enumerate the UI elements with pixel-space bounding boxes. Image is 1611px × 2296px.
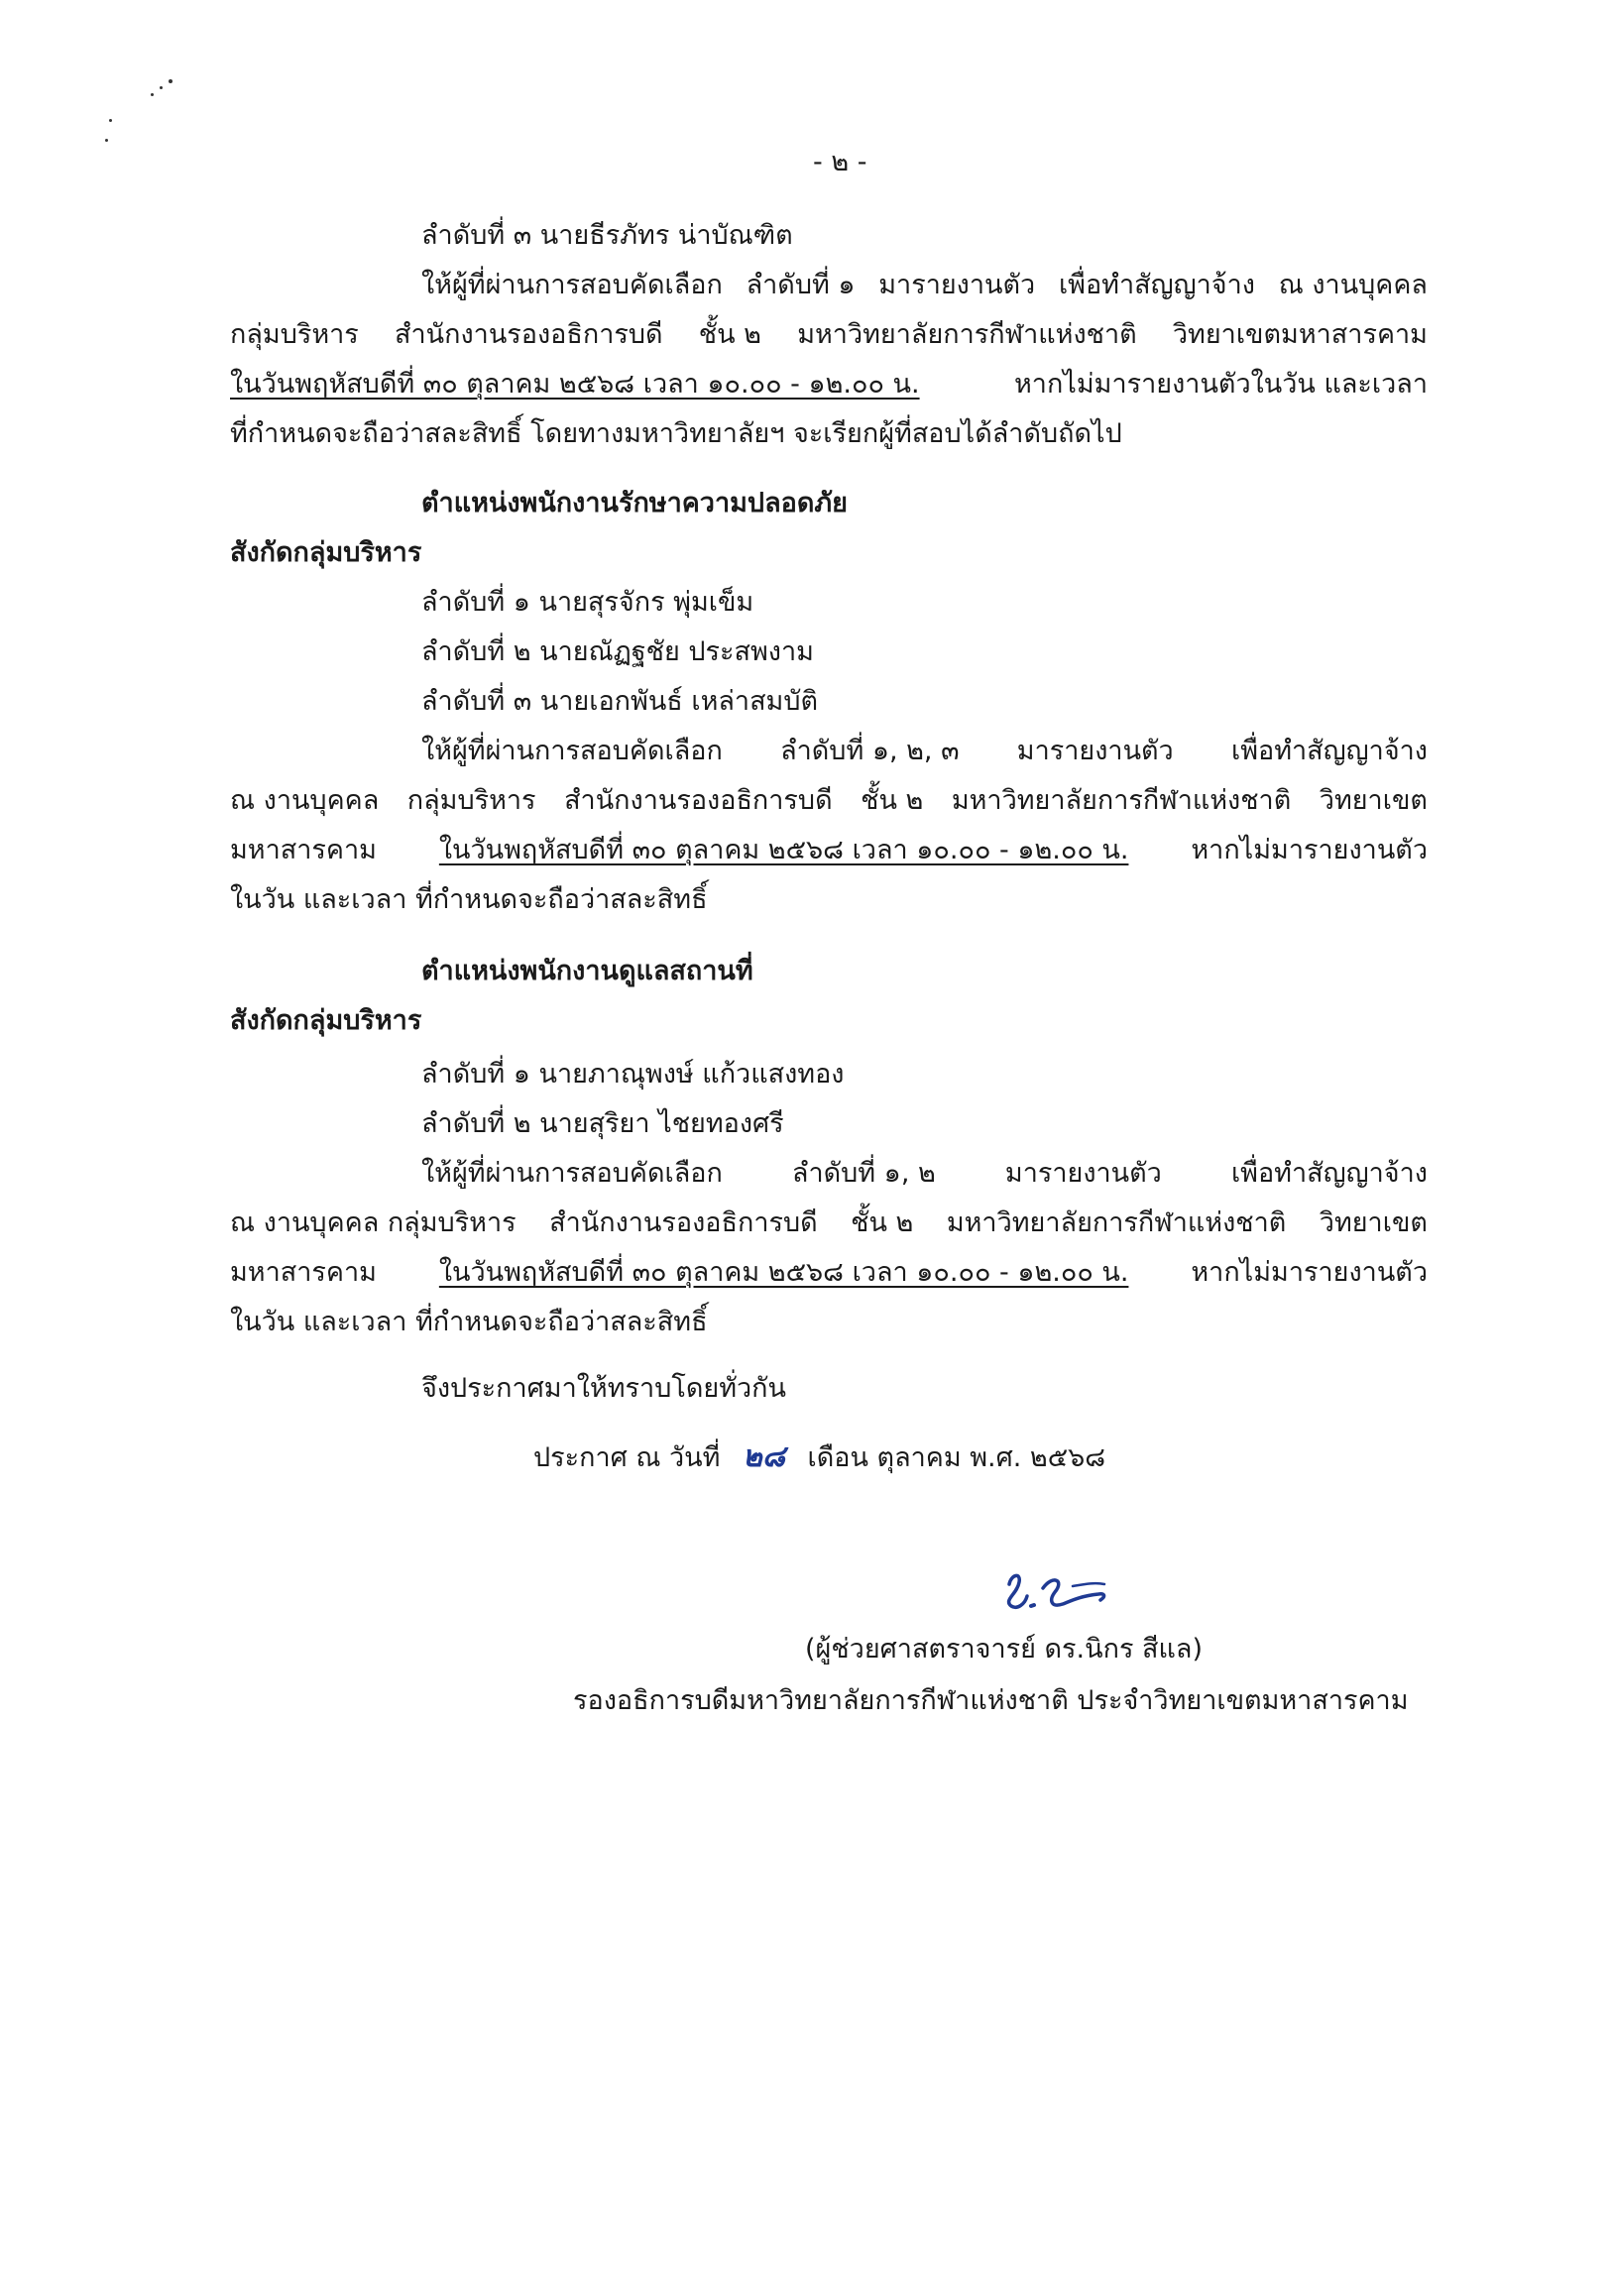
text-segment: มารายงานตัว — [878, 270, 1036, 300]
paragraph-line — [230, 785, 1428, 817]
signatory-name: (ผู้ช่วยศาสตราจารย์ ดร.นิกร สีแล) — [805, 1634, 1203, 1665]
paragraph-line: ที่กำหนดจะถือว่าสละสิทธิ์ โดยทางมหาวิทยาลัยฯ จะเรียกผู้ที่สอบได้ลำดับถัดไป — [230, 418, 1122, 449]
paragraph-line: ในวัน และเวลา ที่กำหนดจะถือว่าสละสิทธิ์ — [230, 1307, 708, 1337]
rank-line: ลำดับที่ ๒ นายณัฏฐชัย ประสพงาม — [421, 636, 814, 667]
signatory-title: รองอธิการบดีมหาวิทยาลัยการกีฬาแห่งชาติ ประจำวิทยาเขตมหาสารคาม — [573, 1685, 1409, 1716]
text-segment: วิทยาเขต — [1319, 785, 1428, 816]
rank-line: ลำดับที่ ๓ นายเอกพันธ์ เหล่าสมบัติ — [421, 686, 819, 717]
paragraph-line — [421, 270, 1428, 301]
paragraph-line — [230, 319, 1428, 351]
text-segment: ลำดับที่ ๑, ๒ — [791, 1158, 936, 1189]
text-segment: กลุ่มบริหาร — [230, 319, 359, 350]
position-heading: ตำแหน่งพนักงานรักษาความปลอดภัย — [421, 488, 848, 518]
text-segment: ชั้น ๒ — [851, 1207, 914, 1238]
text-segment: สำนักงานรองอธิการบดี — [564, 785, 833, 816]
text-segment: กลุ่มบริหาร — [406, 785, 536, 816]
text-segment: เพื่อทำสัญญาจ้าง — [1230, 1158, 1428, 1189]
report-date-underlined: ในวันพฤหัสบดีที่ ๓๐ ตุลาคม ๒๕๖๘ เวลา ๑๐.๐๐ - ๑๒.๐๐ น. — [438, 835, 1129, 865]
paragraph-line — [230, 835, 1428, 866]
text-segment: สำนักงานรองอธิการบดี — [395, 319, 663, 350]
page-number: - ๒ - — [813, 147, 867, 177]
affiliation-heading: สังกัดกลุ่มบริหาร — [230, 1005, 422, 1036]
paragraph-line — [230, 369, 1428, 401]
paragraph-line: ในวัน และเวลา ที่กำหนดจะถือว่าสละสิทธิ์ — [230, 884, 708, 915]
text-segment: หากไม่มารายงานตัว — [1191, 1257, 1428, 1288]
text-segment: ณ งานบุคคล — [1278, 270, 1428, 300]
text-segment: หากไม่มารายงานตัว — [1191, 835, 1428, 865]
text-segment: สำนักงานรองอธิการบดี — [549, 1207, 818, 1238]
signature-image — [981, 1566, 1180, 1626]
rank-line: ลำดับที่ ๓ นายธีรภัทร น่าบัณฑิต — [421, 220, 793, 251]
text-segment: มหาวิทยาลัยการกีฬาแห่งชาติ — [797, 319, 1137, 350]
text-segment: ณ งานบุคคล กลุ่มบริหาร — [230, 1207, 517, 1238]
paragraph-line — [421, 736, 1428, 767]
text-segment: ชั้น ๒ — [698, 319, 761, 350]
text-segment: ให้ผู้ที่ผ่านการสอบคัดเลือก — [421, 1158, 723, 1189]
closing-announcement: จึงประกาศมาให้ทราบโดยทั่วกัน — [421, 1373, 786, 1404]
text-segment: ให้ผู้ที่ผ่านการสอบคัดเลือก — [421, 270, 723, 300]
text-segment: วิทยาเขตมหาสารคาม — [1172, 319, 1428, 350]
paragraph-line — [230, 1257, 1428, 1289]
text-segment: ณ งานบุคคล — [230, 785, 380, 816]
text-segment: เพื่อทำสัญญาจ้าง — [1058, 270, 1255, 300]
rank-line: ลำดับที่ ๒ นายสุริยา ไชยทองศรี — [421, 1108, 784, 1139]
rank-line: ลำดับที่ ๑ นายภาณุพงษ์ แก้วแสงทอง — [421, 1059, 845, 1090]
report-date-underlined: ในวันพฤหัสบดีที่ ๓๐ ตุลาคม ๒๕๖๘ เวลา ๑๐.๐๐ - ๑๒.๐๐ น. — [438, 1257, 1129, 1288]
text-segment: ให้ผู้ที่ผ่านการสอบคัดเลือก — [421, 736, 723, 766]
text-segment: ลำดับที่ ๑ — [746, 270, 856, 300]
paragraph-line — [230, 1207, 1428, 1239]
text-segment: ลำดับที่ ๑, ๒, ๓ — [780, 736, 960, 766]
text-segment: มหาวิทยาลัยการกีฬาแห่งชาติ — [951, 785, 1292, 816]
text-segment: เพื่อทำสัญญาจ้าง — [1230, 736, 1428, 766]
text-segment: มหาสารคาม — [230, 835, 377, 865]
announcement-date — [533, 1439, 1105, 1475]
text-segment: มารายงานตัว — [1004, 1158, 1162, 1189]
text-segment: ชั้น ๒ — [861, 785, 924, 816]
date-suffix: เดือน ตุลาคม พ.ศ. ๒๕๖๘ — [807, 1442, 1106, 1473]
report-date-underlined: ในวันพฤหัสบดีที่ ๓๐ ตุลาคม ๒๕๖๘ เวลา ๑๐.๐๐ - ๑๒.๐๐ น. — [230, 369, 920, 400]
paragraph-line — [421, 1158, 1428, 1190]
text-segment: วิทยาเขต — [1319, 1207, 1428, 1238]
text-segment: มารายงานตัว — [1016, 736, 1174, 766]
text-segment: มหาสารคาม — [230, 1257, 377, 1288]
rank-line: ลำดับที่ ๑ นายสุรจักร พุ่มเข็ม — [421, 587, 754, 618]
text-segment: มหาวิทยาลัยการกีฬาแห่งชาติ — [946, 1207, 1287, 1238]
affiliation-heading: สังกัดกลุ่มบริหาร — [230, 537, 422, 568]
text-segment: หากไม่มารายงานตัวในวัน และเวลา — [1013, 369, 1428, 400]
date-prefix: ประกาศ ณ วันที่ — [533, 1442, 721, 1473]
handwritten-day: ๒๘ — [743, 1439, 785, 1474]
position-heading: ตำแหน่งพนักงานดูแลสถานที่ — [421, 956, 753, 986]
